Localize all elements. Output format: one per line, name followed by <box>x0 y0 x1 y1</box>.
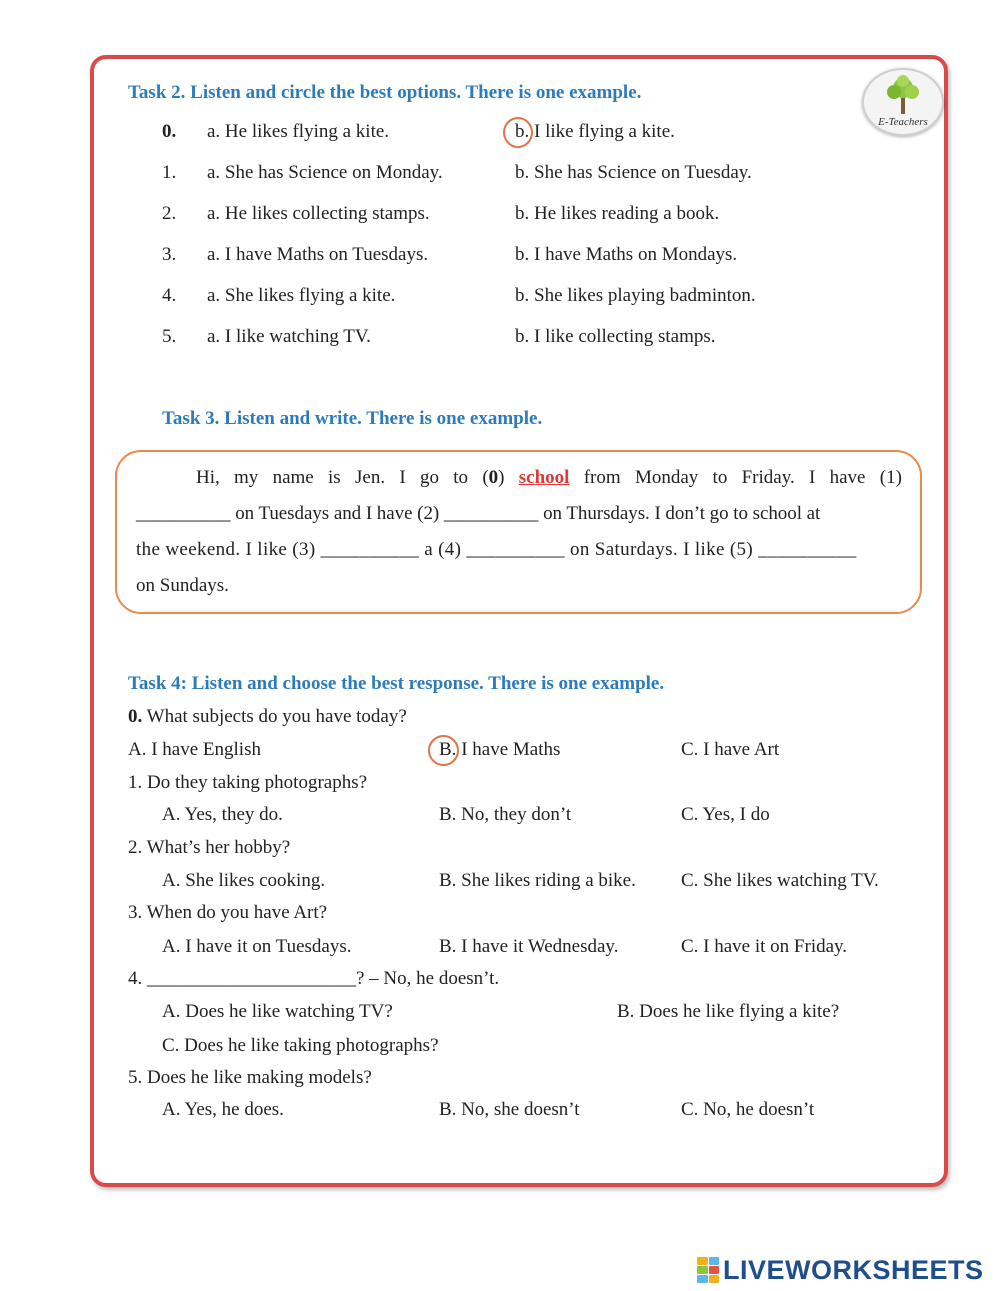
passage-text <box>136 460 902 604</box>
task2-option-b[interactable]: b. I like collecting stamps. <box>515 326 716 347</box>
passage-line-4 <box>136 568 902 604</box>
task4-example-option-b[interactable]: B. I have Maths <box>439 739 561 760</box>
task4-q1-option-a[interactable]: A. Yes, they do. <box>162 804 283 825</box>
task2-row-number: 0. <box>162 121 177 142</box>
option-letter: b. <box>515 121 530 142</box>
word: go <box>419 467 439 488</box>
task4-q4-option-c[interactable]: C. Does he like taking photographs? <box>162 1035 439 1056</box>
task2-row-number: 4. <box>162 285 177 306</box>
word: (1) <box>879 467 902 488</box>
word: my <box>234 467 259 488</box>
task4-question-4: 4. ______________________? – No, he doesn’t. <box>128 968 500 989</box>
task2-option-a[interactable]: a. She likes flying a kite. <box>207 285 396 306</box>
task2-title: Task 2. Listen and circle the best options. There is one example. <box>128 82 642 103</box>
task3-title: Task 3. Listen and write. There is one example. <box>162 408 543 429</box>
word: name <box>272 467 314 488</box>
task4-q5-option-b[interactable]: B. No, she doesn’t <box>439 1099 580 1120</box>
task2-row-number: 5. <box>162 326 177 347</box>
liveworksheets-icon <box>697 1257 719 1283</box>
liveworksheets-brand[interactable] <box>697 1254 984 1286</box>
task4-q3-option-c[interactable]: C. I have it on Friday. <box>681 936 848 957</box>
word: from <box>583 467 621 488</box>
word: Jen. <box>355 467 386 488</box>
task4-example-option-c[interactable]: C. I have Art <box>681 739 780 760</box>
word: to <box>712 467 728 488</box>
task2-option-b[interactable]: b. He likes reading a book. <box>515 203 720 224</box>
logo-label: E-Teachers <box>878 116 928 128</box>
task2-option-b[interactable]: b. She has Science on Tuesday. <box>515 162 752 183</box>
option-text: I like flying a kite. <box>529 121 675 142</box>
task4-q2-option-a[interactable]: A. She likes cooking. <box>162 870 326 891</box>
task4-q3-option-b[interactable]: B. I have it Wednesday. <box>439 936 619 957</box>
line-text: on Sundays. <box>136 575 229 596</box>
word: to <box>453 467 469 488</box>
task4-q4-option-b[interactable]: B. Does he like flying a kite? <box>617 1001 840 1022</box>
word: Monday <box>634 467 699 488</box>
passage-line-2[interactable] <box>136 496 902 532</box>
task2-option-b[interactable]: b. She likes playing badminton. <box>515 285 756 306</box>
task2-option-b[interactable]: b. I have Maths on Mondays. <box>515 244 738 265</box>
passage-line-1 <box>136 460 902 496</box>
task4-question-5: 5. Does he like making models? <box>128 1067 372 1088</box>
task4-q4-option-a[interactable]: A. Does he like watching TV? <box>162 1001 393 1022</box>
task4-question-2: 2. What’s her hobby? <box>128 837 291 858</box>
task4-q3-option-a[interactable]: A. I have it on Tuesdays. <box>162 936 352 957</box>
task4-q5-option-a[interactable]: A. Yes, he does. <box>162 1099 284 1120</box>
task2-row-number: 2. <box>162 203 177 224</box>
e-teachers-logo <box>862 68 944 136</box>
task4-q1-option-b[interactable]: B. No, they don’t <box>439 804 572 825</box>
task4-question-1: 1. Do they taking photographs? <box>128 772 368 793</box>
word: is <box>328 467 341 488</box>
line-text: the weekend. I like (3) __________ a (4) __________ on Saturdays. I like (5) __________ <box>136 539 857 560</box>
task4-q2-option-b[interactable]: B. She likes riding a bike. <box>439 870 636 891</box>
example-number: (0) <box>482 467 505 488</box>
passage-line-3[interactable] <box>136 532 902 568</box>
task4-example-option-a[interactable]: A. I have English <box>128 739 261 760</box>
word: Friday. <box>741 467 795 488</box>
task2-option-a[interactable]: a. I like watching TV. <box>207 326 371 347</box>
task4-q5-option-c[interactable]: C. No, he doesn’t <box>681 1099 815 1120</box>
word: Hi, <box>196 467 220 488</box>
task2-row-number: 1. <box>162 162 177 183</box>
word: I <box>399 467 406 488</box>
task2-option-a[interactable]: a. He likes collecting stamps. <box>207 203 430 224</box>
example-circle-mark <box>428 735 459 766</box>
task2-row-number: 3. <box>162 244 177 265</box>
task4-question-3: 3. When do you have Art? <box>128 902 328 923</box>
word: I <box>809 467 816 488</box>
line-text: __________ on Tuesdays and I have (2) __________ on Thursdays. I don’t go to school at <box>136 503 821 524</box>
task2-option-a[interactable]: a. She has Science on Monday. <box>207 162 443 183</box>
brand-name: LIVEWORKSHEETS <box>723 1254 984 1285</box>
task2-option-a[interactable]: a. He likes flying a kite. <box>207 121 390 142</box>
word: have <box>829 467 866 488</box>
example-answer: school <box>518 467 570 488</box>
task4-q1-option-c[interactable]: C. Yes, I do <box>681 804 770 825</box>
task4-example-question: 0. What subjects do you have today? <box>128 706 407 727</box>
task4-title: Task 4: Listen and choose the best response. There is one example. <box>128 673 665 694</box>
example-circle-mark <box>503 117 533 148</box>
task4-q2-option-c[interactable]: C. She likes watching TV. <box>681 870 879 891</box>
task2-option-a[interactable]: a. I have Maths on Tuesdays. <box>207 244 429 265</box>
task2-option-b[interactable] <box>515 121 675 143</box>
